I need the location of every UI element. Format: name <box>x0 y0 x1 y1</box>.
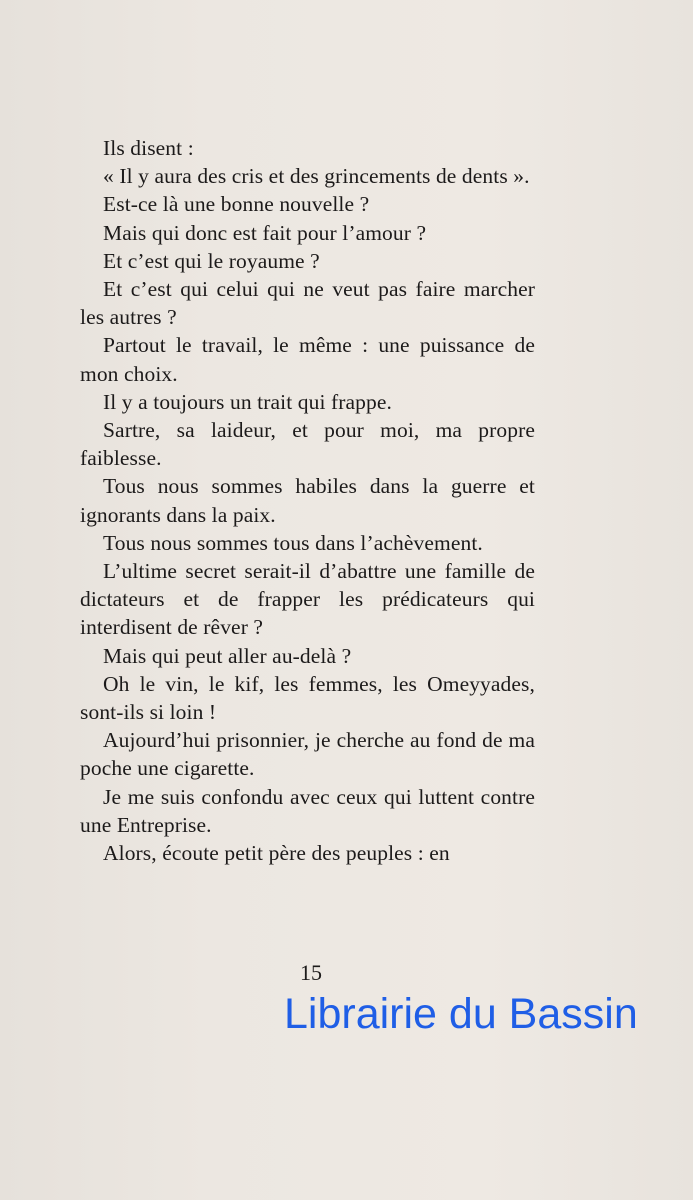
poem-text <box>80 134 535 867</box>
paragraph: Oh le vin, le kif, les femmes, les Omeyyades, sont-ils si loin ! <box>80 671 535 725</box>
paragraph: Sartre, sa laideur, et pour moi, ma propre faiblesse. <box>80 418 535 471</box>
paragraph: Et c’est qui le royaume ? <box>103 248 320 273</box>
paragraph: Ils disent : <box>103 136 194 160</box>
paragraph: Aujourd’hui prisonnier, je cherche au fond de ma poche une cigarette. <box>80 728 535 781</box>
watermark-text: Librairie du Bassin <box>284 990 638 1038</box>
paragraph: Mais qui donc est fait pour l’amour ? <box>103 220 427 245</box>
paragraph: « Il y aura des cris et des grincements de dents ». <box>103 164 530 189</box>
paragraph: Partout le travail, le même : une puissance de mon choix. <box>80 333 535 386</box>
paragraph: Est-ce là une bonne nouvelle ? <box>103 192 370 217</box>
paragraph: Tous nous sommes tous dans l’achèvement. <box>103 530 483 555</box>
page-number: 15 <box>300 960 322 985</box>
paragraph: L’ultime secret serait-il d’abattre une famille de dictateurs et de frapper les prédicateurs qui interdisent de rêver ? <box>80 559 535 640</box>
paragraph: Il y a toujours un trait qui frappe. <box>103 389 392 414</box>
paragraph: Et c’est qui celui qui ne veut pas faire marcher les autres ? <box>80 277 535 330</box>
paragraph: Tous nous sommes habiles dans la guerre et ignorants dans la paix. <box>80 474 535 527</box>
paragraph: Je me suis confondu avec ceux qui luttent contre une Entreprise. <box>80 784 535 837</box>
paragraph: Mais qui peut aller au-delà ? <box>103 643 352 668</box>
paragraph: Alors, écoute petit père des peuples : en <box>103 841 450 866</box>
